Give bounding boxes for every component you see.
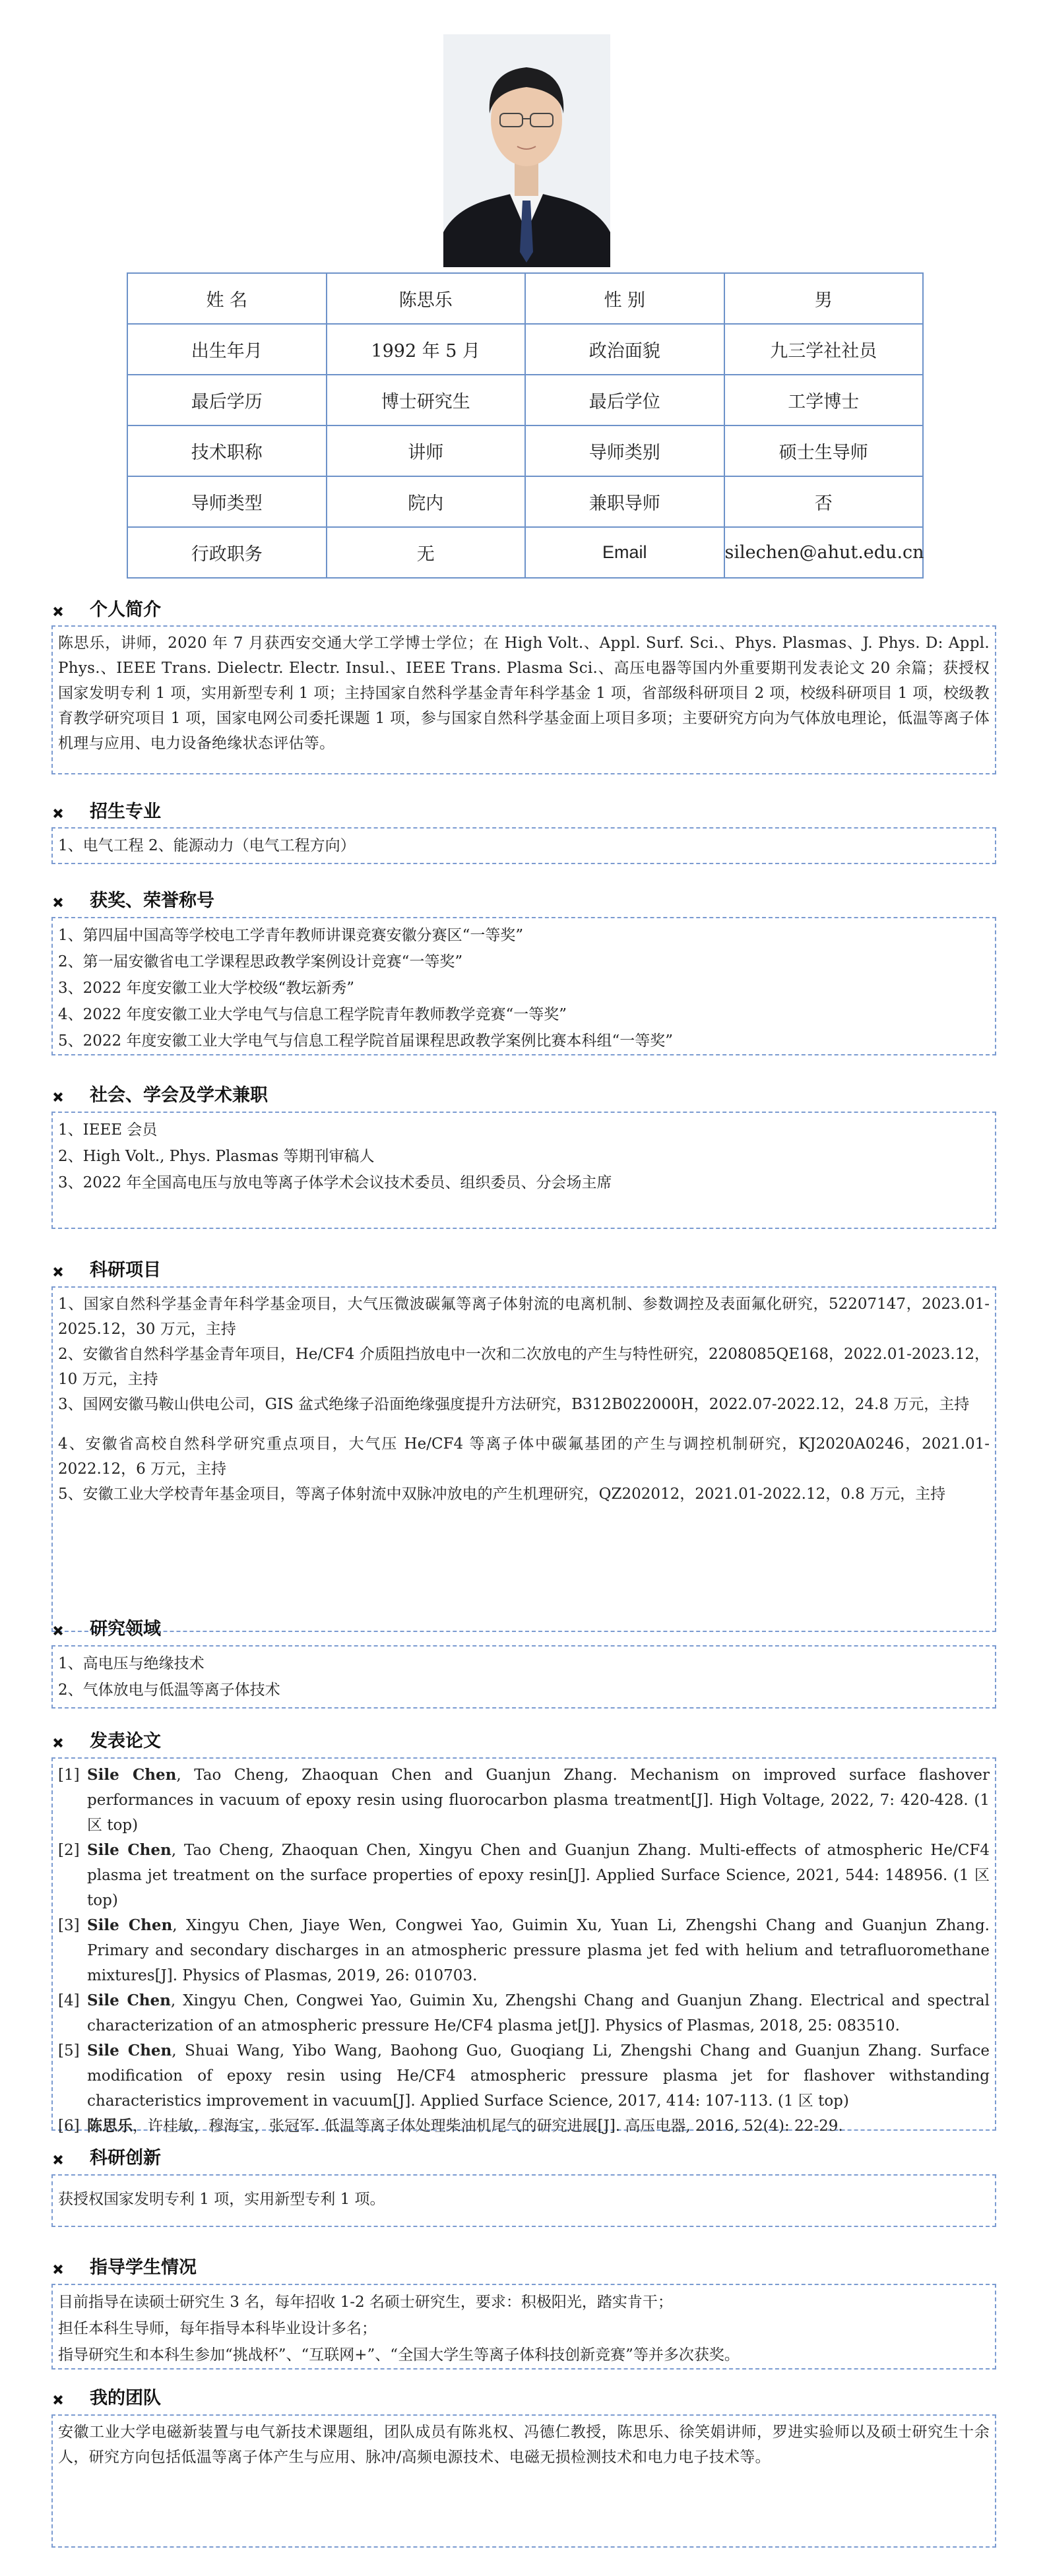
section-title-students (53, 2256, 197, 2280)
profile-row (127, 527, 923, 578)
label-political: 政治面貌 (525, 324, 724, 375)
award-item: 3、2022 年度安徽工业大学校级“教坛新秀” (58, 980, 354, 997)
paper-item (58, 1838, 990, 1913)
value-gender: 男 (724, 273, 924, 324)
label-parttime: 兼职导师 (525, 476, 724, 527)
paper-citation (87, 1988, 990, 2038)
society-item: 3、2022 年全国高电压与放电等离子体学术会议技术委员、组织委员、分会场主席 (58, 1174, 612, 1191)
value-education: 博士研究生 (327, 375, 526, 425)
paper-citation (87, 1763, 990, 1838)
paper-item (58, 1913, 990, 1988)
section-title-text: 社会、学会及学术兼职 (90, 1085, 268, 1106)
profile-table (127, 272, 924, 579)
value-degree: 工学博士 (724, 375, 924, 425)
diamond-bullet-icon (53, 2395, 63, 2405)
section-title-text: 发表论文 (90, 1731, 161, 1751)
profile-row (127, 476, 923, 527)
section-title-text: 研究领域 (90, 1619, 161, 1639)
section-title-awards (53, 889, 214, 913)
label-degree: 最后学位 (525, 375, 724, 425)
section-title-papers (53, 1730, 161, 1753)
team-text: 安徽工业大学电磁新装置与电气新技术课题组，团队成员有陈兆权、冯德仁教授，陈思乐、徐笑娟讲师，罗进实验师以及硕士研究生十余人，研究方向包括低温等离子体产生与应用、脉冲/高频电源技术、电磁无损检测技术和电力电子技术等。 (58, 2424, 990, 2466)
research-box (51, 1645, 996, 1709)
value-supervisor-type: 院内 (327, 476, 526, 527)
label-title: 技术职称 (127, 425, 327, 476)
paper-author: Sile Chen (87, 1992, 171, 2009)
value-name: 陈思乐 (327, 273, 526, 324)
value-title: 讲师 (327, 425, 526, 476)
section-title-text: 个人简介 (90, 600, 161, 620)
project-item: 4、安徽省高校自然科学研究重点项目，大气压 He/CF4 等离子体中碳氟基团的产生与调控机制研究，KJ2020A0246，2021.01-2022.12，6 万元，主持 (58, 1435, 990, 1478)
award-item: 4、2022 年度安徽工业大学电气与信息工程学院青年教师教学竞赛“一等奖” (58, 1006, 567, 1023)
research-item: 1、高电压与绝缘技术 (58, 1655, 205, 1672)
label-email: Email (525, 527, 724, 578)
paper-rest: , Xingyu Chen, Congwei Yao, Guimin Xu, Zhengshi Chang and Guanjun Zhang. Electrical and spectral characterization of an atmospheric pressure He/CF4 plasma jet[J]. Physics of Plasmas, 2018, 25: 083510. (87, 1992, 990, 2034)
section-title-text: 科研创新 (90, 2148, 161, 2168)
section-title-text: 科研项目 (90, 1260, 161, 1280)
paper-author: Sile Chen (87, 1841, 172, 1859)
section-title-society (53, 1084, 268, 1108)
project-item: 2、安徽省自然科学基金青年项目，He/CF4 介质阻挡放电中一次和二次放电的产生与特性研究，2208085QE168，2022.01-2023.12，10 万元，主持 (58, 1346, 990, 1388)
value-supervisor-category: 硕士生导师 (724, 425, 924, 476)
diamond-bullet-icon (53, 606, 63, 617)
students-item: 目前指导在读硕士研究生 3 名，每年招收 1-2 名硕士研究生，要求：积极阳光，踏实肯干； (58, 2294, 673, 2311)
paper-author: Sile Chen (87, 2042, 172, 2059)
paper-item (58, 2038, 990, 2114)
value-political: 九三学社社员 (724, 324, 924, 375)
society-box (51, 1112, 996, 1229)
paper-item (58, 1988, 990, 2038)
projects-box (51, 1286, 996, 1632)
majors-text: 1、电气工程 2、能源动力（电气工程方向） (58, 837, 356, 854)
paper-rest: , Xingyu Chen, Jiaye Wen, Congwei Yao, Guimin Xu, Yuan Li, Zhengshi Chang and Guanjun Zhang. Primary and secondary discharges in an atmospheric pressure plasma jet fed with helium and tetrafluoromethane mixtures[J]. Physics of Plasmas, 2019, 26: 010703. (87, 1917, 990, 1984)
section-title-text: 指导学生情况 (90, 2257, 197, 2278)
students-item: 指导研究生和本科生参加“挑战杯”、“互联网+”、“全国大学生等离子体科技创新竞赛”等并多次获奖。 (58, 2346, 740, 2364)
diamond-bullet-icon (53, 2264, 63, 2275)
label-supervisor-type: 导师类型 (127, 476, 327, 527)
profile-photo (443, 34, 610, 267)
paper-author: 陈思乐 (87, 2117, 133, 2135)
paper-author: Sile Chen (87, 1766, 177, 1784)
society-item: 1、IEEE 会员 (58, 1121, 158, 1139)
profile-row (127, 425, 923, 476)
project-item: 3、国网安徽马鞍山供电公司，GIS 盆式绝缘子沿面绝缘强度提升方法研究，B312B022000H，2022.07-2022.12，24.8 万元，主持 (58, 1396, 970, 1413)
paper-citation (87, 2114, 990, 2139)
award-item: 2、第一届安徽省电工学课程思政教学案例设计竞赛“一等奖” (58, 953, 463, 970)
section-title-projects (53, 1259, 161, 1282)
innovation-box (51, 2174, 996, 2227)
team-box (51, 2414, 996, 2548)
section-title-majors (53, 800, 161, 824)
diamond-bullet-icon (53, 2154, 63, 2165)
paper-item (58, 1763, 990, 1838)
section-title-intro (53, 598, 161, 622)
section-title-innovation (53, 2147, 161, 2170)
paper-rest: , Tao Cheng, Zhaoquan Chen, Xingyu Chen and Guanjun Zhang. Multi-effects of atmospheric He/CF4 plasma jet treatment on the surface properties of epoxy resin[J]. Applied Surface Science, 2021, 544: 148956. (1 区 top) (87, 1842, 990, 1909)
section-title-text: 我的团队 (90, 2388, 161, 2408)
paper-citation (87, 1913, 990, 1988)
paper-number: [5] (58, 2042, 80, 2059)
value-email[interactable]: silechen@ahut.edu.cn (724, 527, 924, 578)
section-title-team (53, 2387, 161, 2410)
diamond-bullet-icon (53, 1267, 63, 1277)
profile-row (127, 324, 923, 375)
paper-number: [2] (58, 1842, 80, 1859)
award-item: 5、2022 年度安徽工业大学电气与信息工程学院首届课程思政教学案例比赛本科组“一等奖” (58, 1032, 673, 1050)
project-item: 1、国家自然科学基金青年科学基金项目，大气压微波碳氟等离子体射流的电离机制、参数调控及表面氟化研究，52207147，2023.01-2025.12，30 万元，主持 (58, 1296, 990, 1338)
paper-author: Sile Chen (87, 1916, 173, 1934)
paper-citation (87, 1838, 990, 1913)
paper-rest: , Shuai Wang, Yibo Wang, Baohong Guo, Guoqiang Li, Zhengshi Chang and Guanjun Zhang. Surface modification of epoxy resin using He/CF4 atmospheric pressure plasma jet for flashover withstanding characteristics improvement in vacuum[J]. Applied Surface Science, 2017, 414: 107-113. (1 区 top) (87, 2042, 990, 2110)
intro-box (51, 625, 996, 774)
section-title-research (53, 1618, 161, 1641)
research-item: 2、气体放电与低温等离子体技术 (58, 1681, 280, 1699)
majors-box (51, 827, 996, 864)
paper-rest: , Tao Cheng, Zhaoquan Chen and Guanjun Zhang. Mechanism on improved surface flashover performances in vacuum of epoxy resin using fluorocarbon plasma treatment[J]. High Voltage, 2022, 7: 420-428. (1 区 top) (87, 1767, 990, 1834)
papers-box (51, 1757, 996, 2135)
paper-number: [4] (58, 1992, 80, 2009)
diamond-bullet-icon (53, 1625, 63, 1636)
label-education: 最后学历 (127, 375, 327, 425)
intro-text: 陈思乐，讲师，2020 年 7 月获西安交通大学工学博士学位；在 High Volt.、Appl. Surf. Sci.、Phys. Plasmas、J. Phys. D: Appl. Phys.、IEEE Trans. Dielectr. Electr. Insul.、IEEE Trans. Plasma Sci.、高压电器等国内外重要期刊发表论文 20 余篇；获授权国家发明专利 1 项，实用新型专利 1 项；主持国家自然科学基金青年科学基金 1 项，省部级科研项目 2 项，校级科研项目 1 项，校级教育教学研究项目 1 项，国家电网公司委托课题 1 项，参与国家自然科学基金面上项目多项；主要研究方向为气体放电理论，低温等离子体机理与应用、电力设备绝缘状态评估等。 (58, 635, 990, 752)
label-gender: 性 别 (525, 273, 724, 324)
label-name: 姓 名 (127, 273, 327, 324)
label-birth: 出生年月 (127, 324, 327, 375)
label-admin-post: 行政职务 (127, 527, 327, 578)
diamond-bullet-icon (53, 1738, 63, 1748)
section-title-text: 获奖、荣誉称号 (90, 891, 214, 911)
students-box (51, 2284, 996, 2370)
paper-rest: ，许桂敏，穆海宝，张冠军. 低温等离子体处理柴油机尾气的研究进展[J]. 高压电器, 2016, 52(4): 22-29. (133, 2118, 843, 2135)
innovation-text: 获授权国家发明专利 1 项，实用新型专利 1 项。 (58, 2191, 385, 2208)
paper-number: [3] (58, 1917, 80, 1934)
value-birth: 1992 年 5 月 (327, 324, 526, 375)
profile-row (127, 375, 923, 425)
award-item: 1、第四届中国高等学校电工学青年教师讲课竞赛安徽分赛区“一等奖” (58, 927, 524, 944)
value-parttime: 否 (724, 476, 924, 527)
portrait-image (443, 34, 610, 267)
paper-number: [1] (58, 1767, 80, 1784)
students-item: 担任本科生导师，每年指导本科毕业设计多名； (58, 2320, 377, 2337)
value-admin-post: 无 (327, 527, 526, 578)
project-item: 5、安徽工业大学校青年基金项目，等离子体射流中双脉冲放电的产生机理研究，QZ202012，2021.01-2022.12，0.8 万元，主持 (58, 1486, 946, 1503)
section-title-text: 招生专业 (90, 801, 161, 822)
paper-item (58, 2114, 990, 2139)
diamond-bullet-icon (53, 808, 63, 819)
awards-box (51, 917, 996, 1055)
label-supervisor-category: 导师类别 (525, 425, 724, 476)
diamond-bullet-icon (53, 897, 63, 908)
profile-row (127, 273, 923, 324)
society-item: 2、High Volt., Phys. Plasmas 等期刊审稿人 (58, 1148, 375, 1165)
diamond-bullet-icon (53, 1092, 63, 1102)
paper-number: [6] (58, 2118, 80, 2135)
paper-citation (87, 2038, 990, 2114)
